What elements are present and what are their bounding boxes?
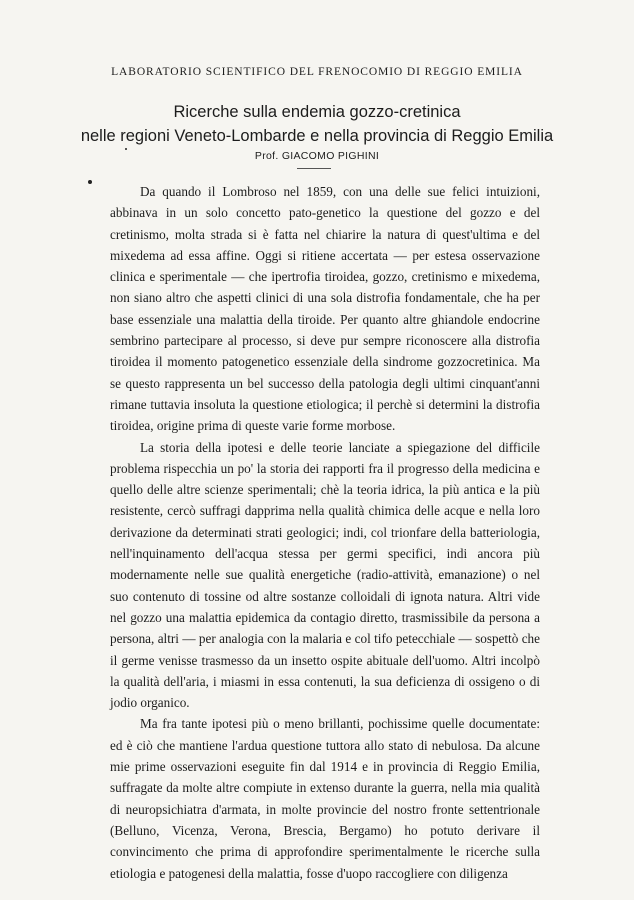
article-author: Prof. GIACOMO PIGHINI	[254, 150, 380, 162]
title-separator-rule	[297, 168, 331, 169]
body-paragraph: Da quando il Lombroso nel 1859, con una delle sue felici intuizioni, abbinava in un solo concetto pato-genetico la questione del gozzo e del cretinismo, molta strada si è fatta nel chiarire la natura di quest'ultima e del mixedema ad essa affine. Oggi si ritiene accertata — per estesa osservazione clinica e sperimentale — che ipertrofia tiroidea, gozzo, cretinismo e mixedema, non siano altro che aspetti clinici di una sola distrofia fondamentale, che ha per base essenziale una malattia della tiroide. Per quanto altre ghiandole endocrine sembrino partecipare al processo, si deve pur sempre riconoscere alla distrofia tiroidea il momento patogenetico essenziale della sindrome gozzocretinica. Ma se questo rappresenta un bel successo della patologia degli ultimi cinquant'anni rimane tuttavia insoluta la questione etiologica; il perchè si determini la distrofia tiroidea, origine prima di queste varie forme morbose.	[110, 184, 540, 434]
article-title-line-1: Ricerche sulla endemia gozzo-cretinica	[173, 103, 461, 121]
body-paragraph: Ma fra tante ipotesi più o meno brillanti, pochissime quelle documentate: ed è ciò che mantiene l'ardua questione tuttora allo stato di nebulosa. Da alcune mie prime osservazioni eseguite fin dal 1914 e in provincia di Reggio Emilia, suffragate da molte altre compiute in extenso durante la guerra, nella mia qualità di neuropsichiatra d'armata, in molte provincie del nostro fronte settentrionale (Belluno, Vicenza, Verona, Brescia, Bergamo) ho potuto derivare il convincimento che prima di approfondire sperimentalmente le ricerche sulla etiologia e patogenesi della malattia, fosse d'uopo raccogliere con diligenza	[110, 716, 540, 881]
ink-speck	[125, 148, 127, 150]
ink-speck	[88, 180, 92, 184]
article-title-line-2: nelle regioni Veneto-Lombarde e nella provincia di Reggio Emilia	[80, 127, 554, 145]
running-header: LABORATORIO SCIENTIFICO DEL FRENOCOMIO DI REGGIO EMILIA	[111, 66, 523, 78]
body-paragraph: La storia della ipotesi e delle teorie lanciate a spiegazione del difficile problema rispecchia un po' la storia dei rapporti fra il progresso della medicina e quello delle altre scienze sperimentali; chè la teoria idrica, la più antica e la più resistente, cercò suffragi dapprima nella qualità chimica delle acque e nella loro derivazione da determinati strati geologici; indi, col trionfare della batteriologia, nell'inquinamento dell'acqua stessa per germi specifici, indi ancora più modernamente nelle sue qualità energetiche (radio-attività, emanazione) o nel suo contenuto di tossine od altre sostanze colloidali di ignota natura. Altri vide nel gozzo una malattia epidemica da contagio diretto, trasmissibile da persona a persona, altri — per analogia con la malaria e col tifo petecchiale — sospettò che il germe venisse trasmesso da un insetto ospite abituale dell'uomo. Altri incolpò la qualità dell'aria, i miasmi in essa contenuti, la sua deficienza di ossigeno o di jodio organico.	[110, 439, 540, 711]
article-body	[110, 181, 540, 884]
